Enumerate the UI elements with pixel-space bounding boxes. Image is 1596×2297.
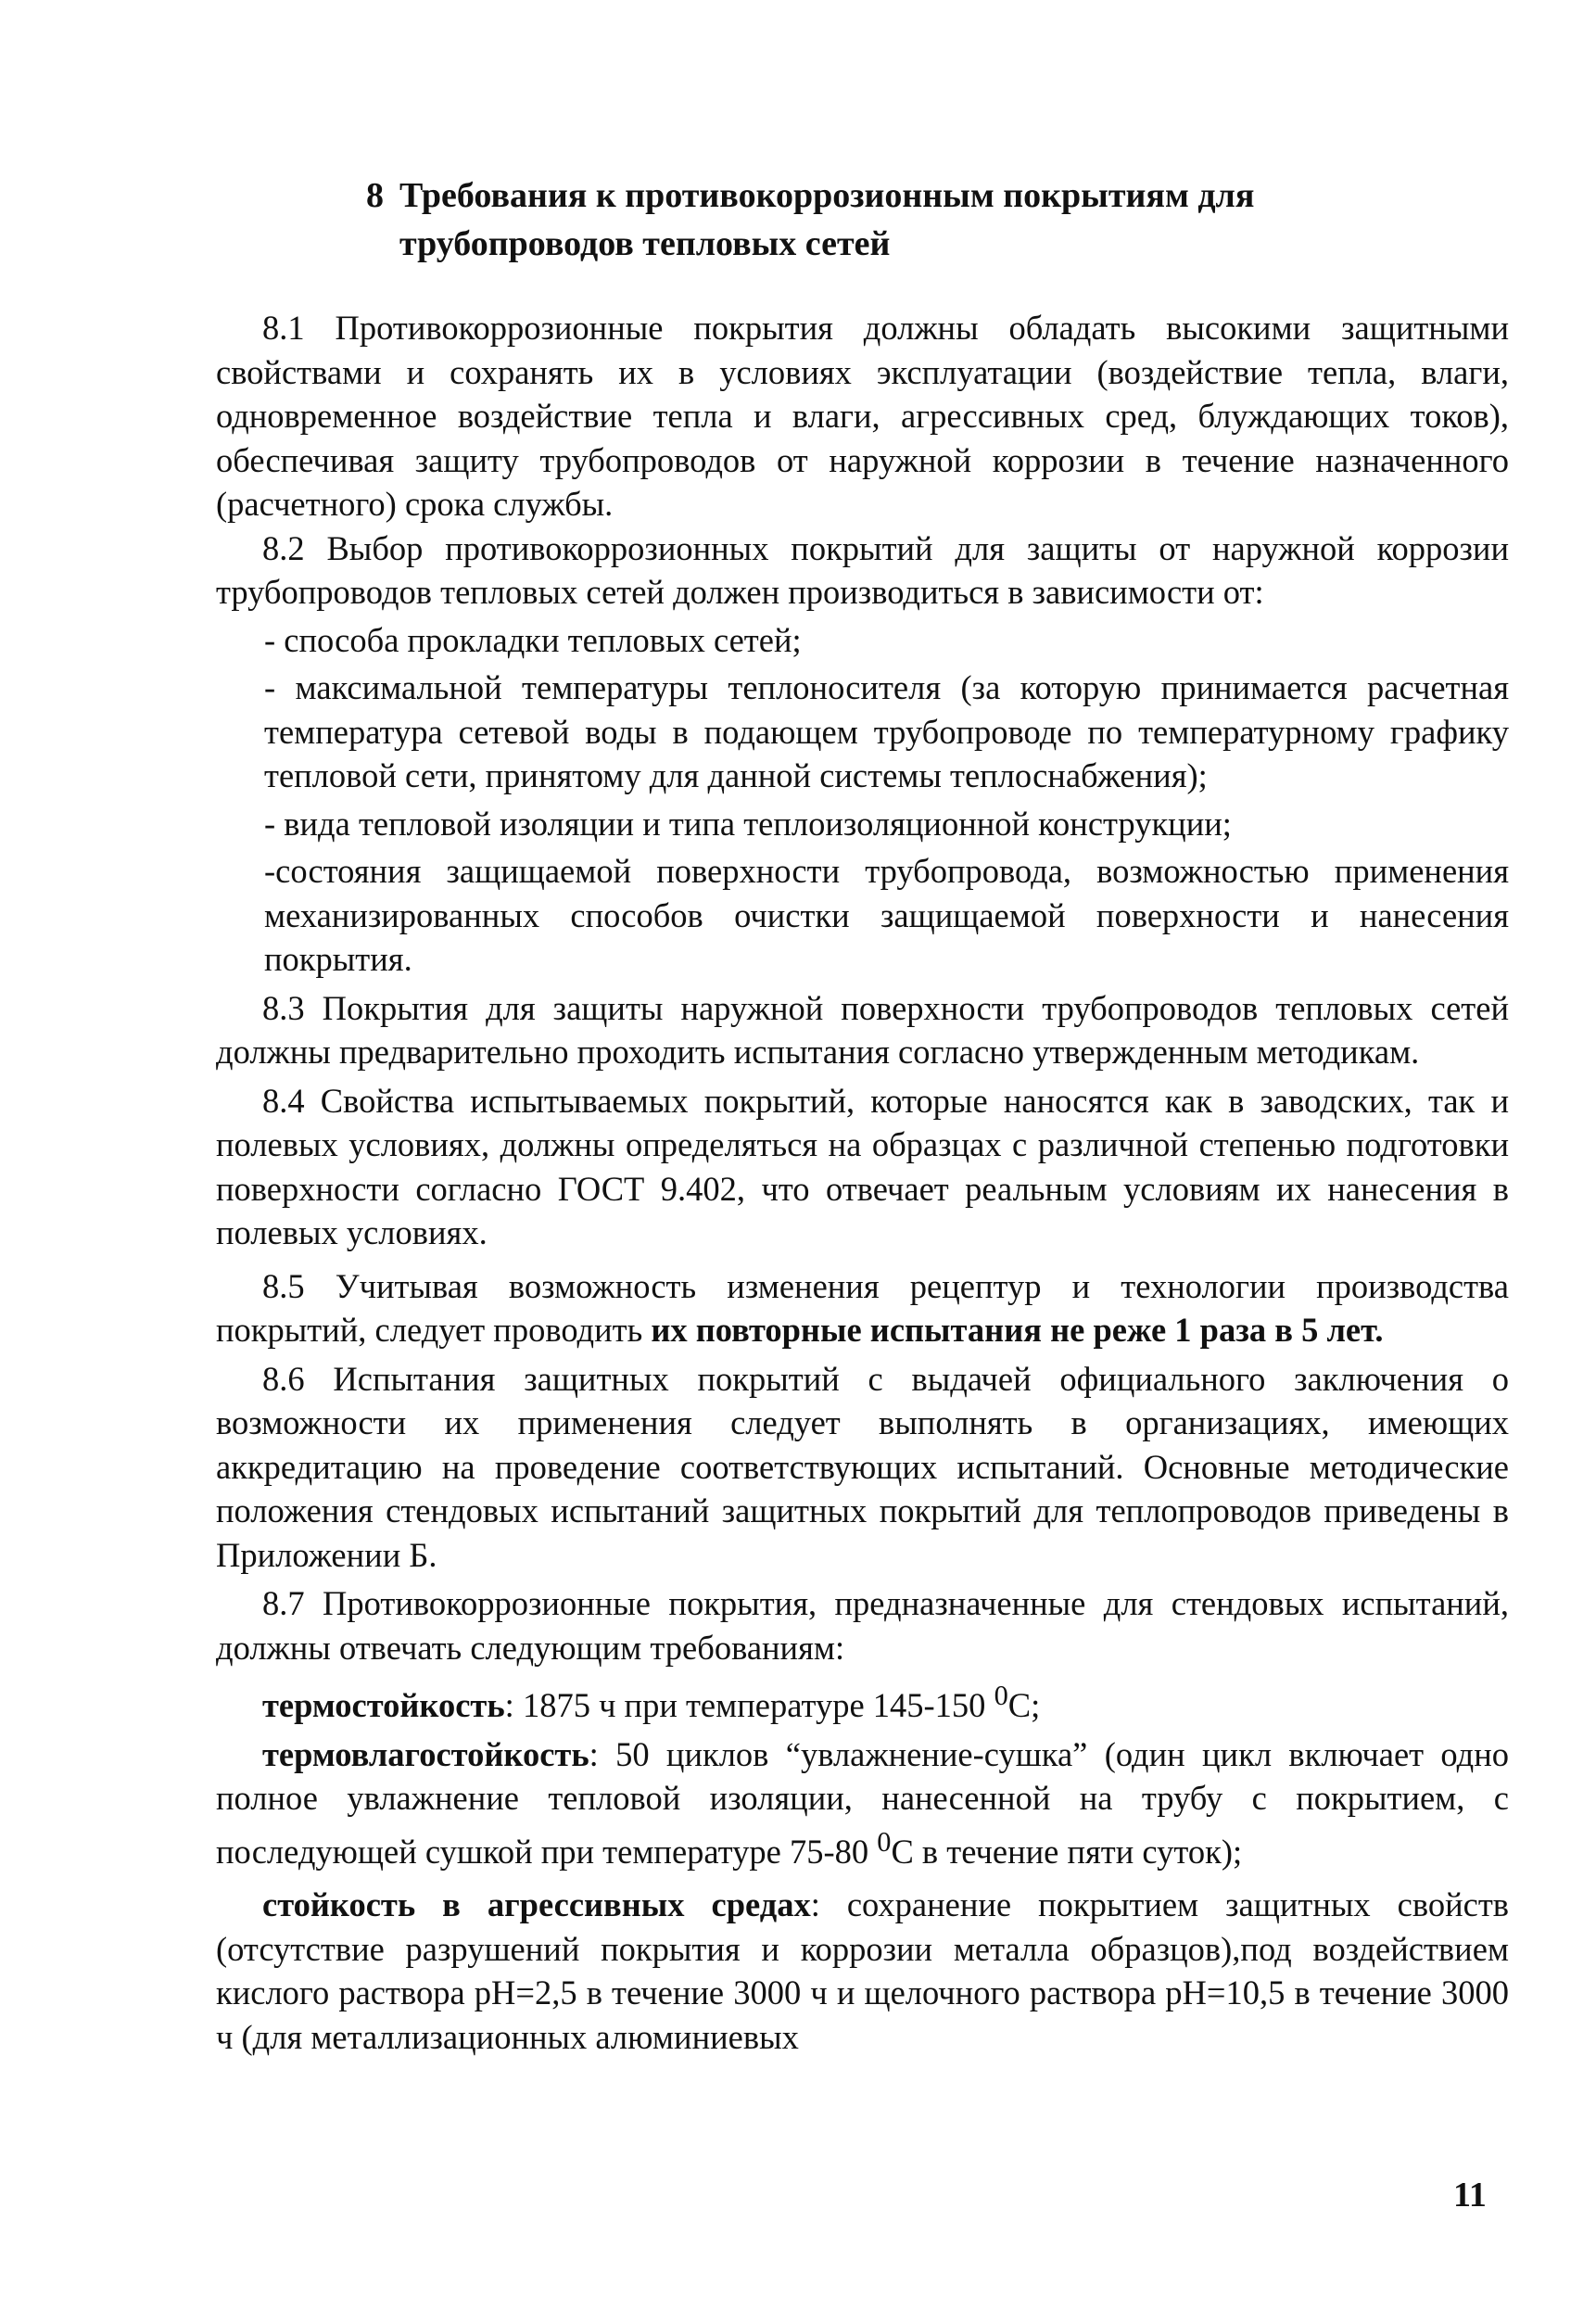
requirement-aggressive-media-text: : сохранение покрытием защитных свойств (отсутствие разрушений покрытия и коррозии металла образцов),под воздействием кислого раствора pH=2,5 в течение 3000 ч и щелочного раствора pH=10,5 в течение 3000 ч (для металлизационных алюминиевых — [216, 1885, 1509, 2056]
section-title-line-2: трубопроводов тепловых сетей — [399, 224, 891, 263]
requirement-heat-moisture-resistance — [216, 1732, 1509, 1874]
page-number: 11 — [1453, 2176, 1487, 2215]
list-item-laying-method: - способа прокладки тепловых сетей; — [264, 620, 802, 659]
degree-mark: 0 — [877, 1825, 892, 1858]
paragraph-8-3: 8.3 Покрытия для защиты наружной поверхности трубопроводов тепловых сетей должны предварительно проходить испытания согласно утвержденным методикам. — [216, 988, 1509, 1071]
paragraph-8-5 — [216, 1264, 1509, 1352]
requirement-heat-moisture-term: термовлагостойкость — [262, 1734, 589, 1773]
paragraph-8-7: 8.7 Противокоррозионные покрытия, предназначенные для стендовых испытаний, должны отвечать следующим требованиям: — [216, 1584, 1509, 1667]
requirement-heat-resistance-unit: С; — [1007, 1686, 1041, 1725]
requirement-aggressive-media-term: стойкость в агрессивных средах — [262, 1885, 811, 1924]
paragraph-8-2: 8.2 Выбор противокоррозионных покрытий для защиты от наружной коррозии трубопроводов тепловых сетей должен производиться в зависимости от: — [216, 528, 1509, 611]
degree-mark: 0 — [994, 1680, 1008, 1711]
requirement-heat-resistance — [216, 1674, 1509, 1728]
requirement-heat-moisture-text: : 50 циклов “увлажнение-сушка” (один цикл включает одно полное увлажнение тепловой изоляции, нанесенной на трубу с покрытием, с последующей сушкой при температуре 75-80 — [216, 1734, 1509, 1871]
list-item-insulation-type: - вида тепловой изоляции и типа теплоизоляционной конструкции; — [264, 804, 1232, 843]
list-item-max-temperature: - максимальной температуры теплоносителя (за которую принимается расчетная температура сетевой воды в подающем трубопроводе по температурному графику тепловой сети, принятому для данной системы теплоснабжения); — [264, 668, 1509, 794]
paragraph-8-1: 8.1 Противокоррозионные покрытия должны обладать высокими защитными свойствами и сохранять их в условиях эксплуатации (воздействие тепла, влаги, одновременное воздействие тепла и влаги, агрессивных сред, блуждающих токов), обеспечивая защиту трубопроводов от наружной коррозии в течение назначенного (расчетного) срока службы. — [216, 309, 1509, 523]
section-heading — [366, 171, 1506, 268]
section-number: 8 — [366, 176, 384, 215]
requirement-heat-moisture-unit: С в течение пяти суток); — [891, 1832, 1243, 1871]
requirement-heat-resistance-term: термостойкость — [262, 1686, 505, 1725]
paragraph-8-5-text: 8.5 Учитывая возможность изменения рецептур и технологии производства покрытий, следует проводить — [216, 1266, 1509, 1349]
heading-line-1 — [366, 171, 1506, 220]
paragraph-8-6: 8.6 Испытания защитных покрытий с выдачей официального заключения о возможности их применения следует выполнять в организациях, имеющих аккредитацию на проведение соответствующих испытаний. Основные методические положения стендовых испытаний защитных покрытий для теплопроводов приведены в Приложении Б. — [216, 1359, 1509, 1574]
requirement-aggressive-media — [216, 1883, 1509, 2059]
section-body — [216, 306, 1509, 2059]
paragraph-8-5-bold: их повторные испытания не реже 1 раза в 5 лет. — [651, 1311, 1384, 1349]
section-title-line-1: Требования к противокоррозионным покрытиям для — [399, 176, 1255, 215]
paragraph-8-4: 8.4 Свойства испытываемых покрытий, которые наносятся как в заводских, так и полевых условиях, должны определяться на образцах с различной степенью подготовки поверхности согласно ГОСТ 9.402, что отвечает реальным условиям их нанесения в полевых условиях. — [216, 1081, 1509, 1251]
requirement-heat-resistance-text: : 1875 ч при температуре 145-150 — [504, 1686, 994, 1725]
list-item-surface-condition: -состояния защищаемой поверхности трубопровода, возможностью применения механизированных способов очистки защищаемой поверхности и нанесения покрытия. — [264, 852, 1509, 978]
